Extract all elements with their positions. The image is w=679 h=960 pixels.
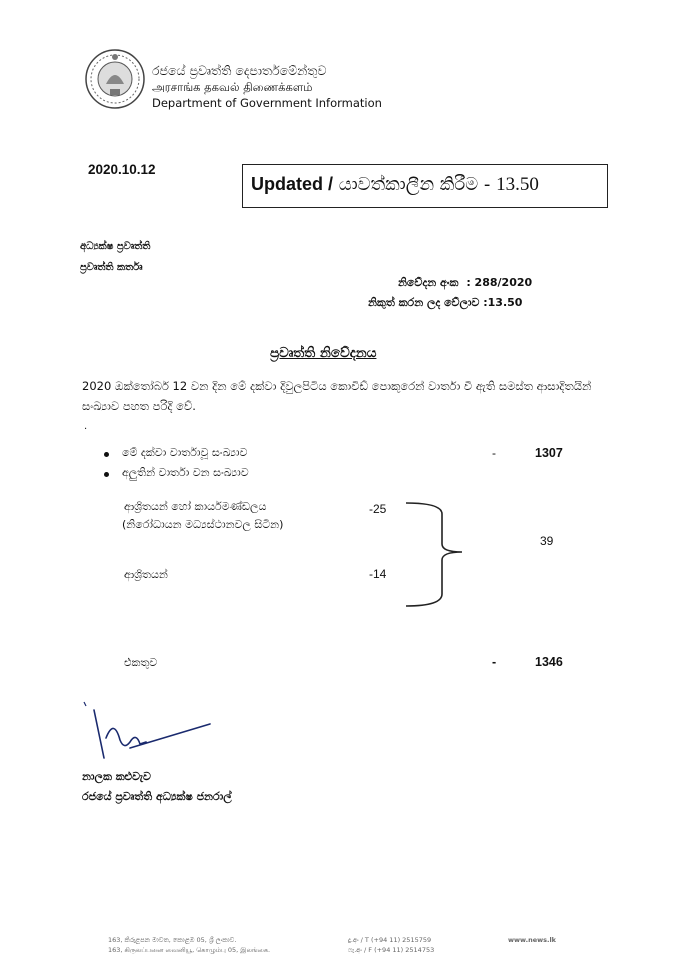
footer-phone (348, 936, 431, 945)
update-label-si: යාවත්කාලීන කිරීම - (338, 174, 491, 195)
footer-address-sinhala: 163, කිරුළපන මාවත, කොළඹ 05, ශ්‍රී ලංකාව. (108, 936, 237, 944)
footer-fax (348, 946, 434, 955)
total-dash: - (492, 655, 497, 669)
release-time (368, 296, 522, 310)
release-time-value: :13.50 (483, 296, 523, 309)
footer-address-tamil: 163, கிருலப்பனை வைனியூ, கொழும்பு 05, இலங்கை. (108, 946, 271, 954)
release-number-label: නිවේදන අංක (398, 276, 459, 289)
item-reported-value: 1307 (535, 446, 563, 460)
recipient-2: ප්‍රවෘත්ති කර්තෘ (80, 262, 143, 273)
release-number-value: : 288/2020 (466, 276, 533, 289)
signatory-title: රජයේ ප්‍රවෘත්ති අධ්‍යක්ෂ ජනරාල් (82, 790, 232, 803)
signatory-name: නාලක කළුවැව (82, 770, 151, 783)
footer-website: www.news.lk (508, 936, 556, 944)
org-name-sinhala: රජයේ ප්‍රවෘත්ති දෙපාර්තමේන්තුව (152, 63, 327, 78)
breakdown-1-label-line2: (නිරෝධායන මධ්‍යස්ථානවල සිටින) (122, 518, 284, 531)
item-new-label: අලුතින් වාර්තා වන සංඛ්‍යාව (122, 466, 249, 479)
bullet-icon (104, 472, 109, 477)
fax-number: (+94 11) 2514753 (374, 946, 435, 954)
item-reported-label: මේ දක්වා වාර්තාවූ සංඛ්‍යාව (122, 446, 248, 459)
phone-label: දු.අං / T (348, 936, 369, 944)
org-name-tamil: அரசாங்க தகவல் திணைக்களம் (152, 80, 313, 94)
update-box (242, 164, 608, 208)
phone-number: (+94 11) 2515759 (370, 936, 432, 944)
bullet-icon (104, 452, 109, 457)
handwritten-signature (80, 698, 220, 772)
breakdown-1-value: -25 (369, 502, 387, 516)
body-paragraph: 2020 ඔක්තෝබර් 12 වන දින මේ දක්වා දිවුලපිටිය කොවිඩ් පොකුරෙන් වාර්තා වී ඇති සමස්ත ආසාදිතයින් සංඛ්‍යාව පහත පරිදි වේ. (82, 379, 592, 413)
release-number (398, 276, 532, 290)
recipient-1: අධ්‍යක්ෂ ප්‍රවෘත්ති (80, 241, 151, 252)
breakdown-2-label: ආශ්‍රිතයන් (124, 568, 168, 581)
stray-mark: . (84, 421, 88, 432)
government-emblem-logo (84, 48, 146, 110)
curly-brace-icon (404, 500, 464, 614)
update-time: 13.50 (496, 174, 539, 195)
total-value: 1346 (535, 655, 563, 669)
update-label-en: Updated / (251, 174, 334, 194)
item-reported-dash: - (492, 446, 496, 460)
breakdown-2-value: -14 (369, 567, 387, 581)
breakdown-total: 39 (540, 534, 554, 548)
document-title: ප්‍රවෘත්ති නිවේදනය (270, 345, 377, 361)
org-name-english: Department of Government Information (152, 96, 382, 110)
update-label (251, 174, 539, 196)
total-label: එකතුව (124, 656, 158, 669)
breakdown-1-label-line1: ආශ්‍රිතයන් හෝ කාර්යමණ්ඩලය (124, 500, 267, 513)
document-date: 2020.10.12 (88, 162, 156, 177)
fax-label: ෆැ.අං / F (348, 946, 372, 954)
release-time-label: නිකුත් කරන ලද වේලාව (368, 296, 480, 309)
